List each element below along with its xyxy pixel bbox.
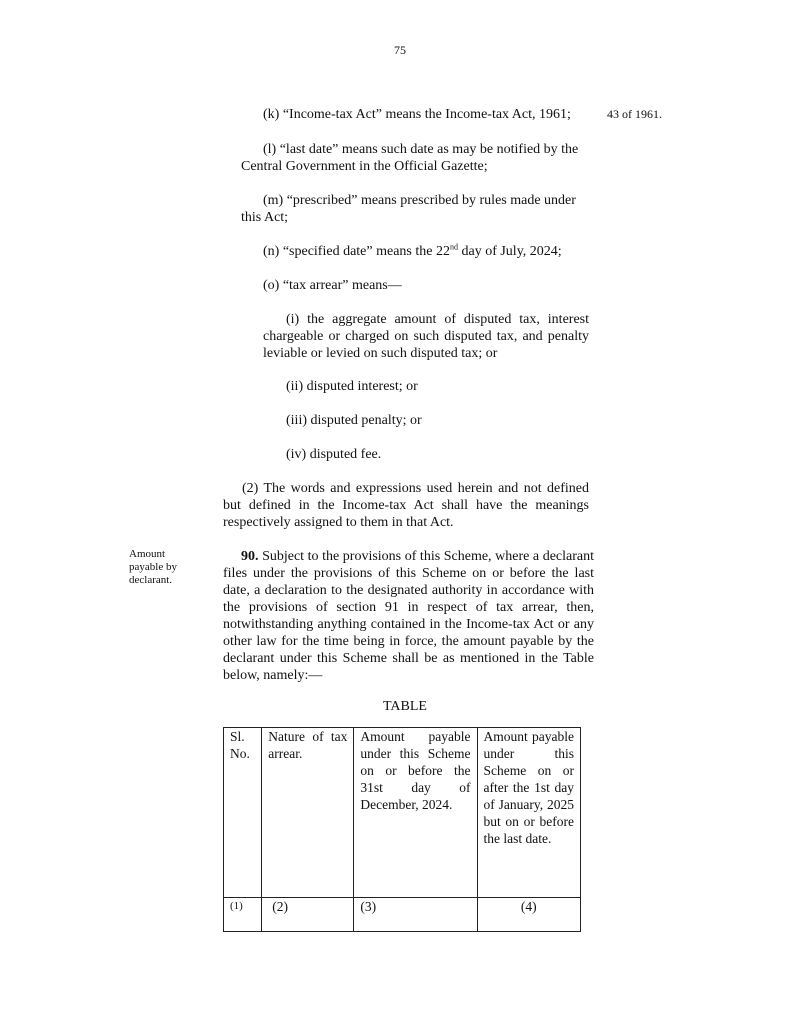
definition-o: (o) “tax arrear” means— (263, 278, 402, 293)
definition-o-clause-i: (i) the aggregate amount of disputed tax, interest chargeable or charged on such disputed tax, and penalty leviable or levied on such disputed tax; or (263, 312, 589, 361)
definition-o-clause-iii: (iii) disputed penalty; or (286, 413, 422, 428)
page-number: 75 (394, 43, 406, 57)
definition-l-line1: (l) “last date” means such date as may be notified by the (263, 142, 579, 157)
definition-o-clause-ii: (ii) disputed interest; or (286, 379, 418, 394)
header-sl-no: Sl. No. (224, 728, 262, 898)
margin-note-act-reference: 43 of 1961. (607, 107, 662, 121)
definition-n: (n) “specified date” means the 22nd day of July, 2024; (263, 242, 562, 259)
definition-m-line2: this Act; (241, 210, 289, 225)
column-number-1: (1) (224, 898, 262, 932)
header-amount-before-december: Amount payable under this Scheme on or before the 31st day of December, 2024. (354, 728, 477, 898)
header-amount-after-january: Amount payable under this Scheme on or after the 1st day of January, 2025 but on or before the last date. (477, 728, 581, 898)
subsection-2: (2) The words and expressions used herein and not defined but defined in the Income-tax Act shall have the meanings respectively assigned to them in that Act. (223, 481, 589, 530)
definition-l-line2: Central Government in the Official Gazette; (241, 159, 488, 174)
definition-n-superscript: nd (449, 242, 458, 252)
section-90-paragraph: 90. Subject to the provisions of this Scheme, where a declarant files under the provisions of this Scheme on or before the last date, a declaration to the designated authority in accordance with the provisions of section 91 in respect of tax arrear, then, notwithstanding anything contained in the Income-tax Act or any other law for the time being in force, the amount payable by the declarant under this Scheme shall be as mentioned in the Table below, namely:— (223, 549, 594, 683)
definition-m-line1: (m) “prescribed” means prescribed by rules made under (263, 193, 576, 208)
table-header-row (224, 728, 581, 898)
header-nature-of-tax-arrear: Nature of tax arrear. (262, 728, 354, 898)
column-number-3: (3) (354, 898, 477, 932)
definition-o-clause-iv: (iv) disputed fee. (286, 447, 382, 462)
column-number-4: (4) (477, 898, 581, 932)
definition-k: (k) “Income-tax Act” means the Income-tax Act, 1961; (263, 107, 571, 122)
column-number-2: (2) (262, 898, 354, 932)
amount-payable-table (223, 727, 581, 932)
section-number: 90. (241, 549, 259, 564)
table-number-row (224, 898, 581, 932)
table-title: TABLE (383, 699, 427, 714)
margin-note-section-90: Amount payable by declarant. (129, 548, 177, 586)
